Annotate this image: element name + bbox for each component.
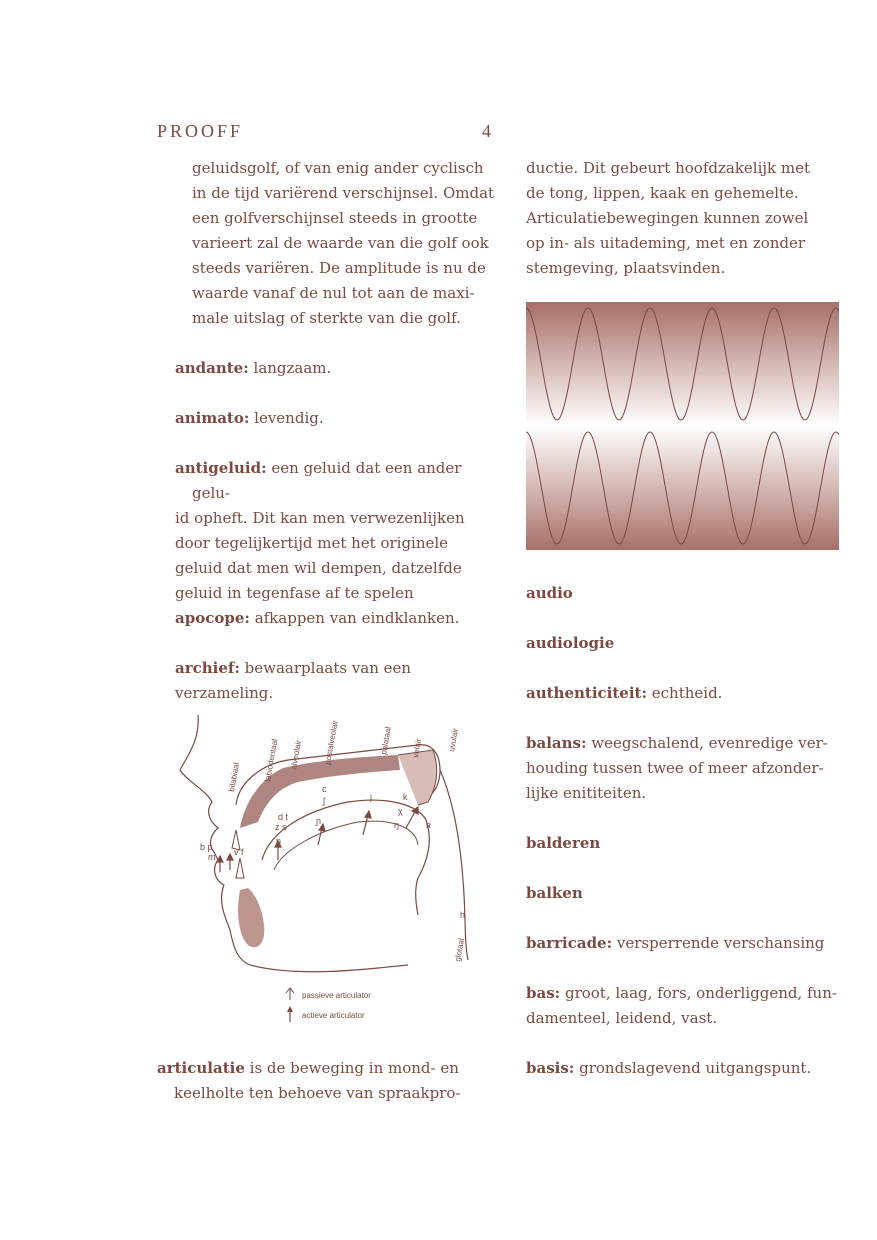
- entry-definition: id opheft. Dit kan men verwezenlijken: [175, 509, 465, 527]
- sound-symbol: c: [322, 784, 327, 794]
- sound-symbol: χ: [398, 806, 403, 816]
- entry-definition: versperrende verschansing: [612, 934, 825, 952]
- entry-definition: verzameling.: [175, 684, 274, 702]
- entry-definition: afkappen van eindklanken.: [249, 609, 460, 627]
- entry-bas: [526, 981, 846, 1031]
- place-label: alveolair: [289, 739, 304, 771]
- entry-definition: keelholte ten behoeve van spraakpro-: [174, 1084, 461, 1102]
- entry-archief: [175, 656, 495, 706]
- entry-term: basis:: [526, 1059, 575, 1077]
- entry-definition: groot, laag, fors, onderliggend, fun-: [560, 984, 837, 1002]
- entry-term: balans:: [526, 734, 587, 752]
- sound-symbol: b p: [200, 842, 213, 852]
- sound-symbol: n: [276, 836, 282, 846]
- entry-definition: echtheid.: [647, 684, 723, 702]
- articulation-diagram: [178, 710, 478, 1030]
- text-line: geluidsgolf, of van enig ander cyclisch: [192, 159, 484, 177]
- right-column: [526, 156, 841, 281]
- entry-balken: [526, 881, 846, 906]
- text-line: op in- als uitademing, met en zonder: [526, 234, 806, 252]
- text-line: varieert zal de waarde van die golf ook: [192, 234, 489, 252]
- place-label: velair: [411, 737, 424, 759]
- entry-definition: lijke enititeiten.: [526, 784, 647, 802]
- place-label: labiodentaal: [263, 738, 280, 783]
- right-entries: [526, 581, 846, 1081]
- entry-term: balken: [526, 884, 583, 902]
- text-line: stemgeving, plaatsvinden.: [526, 259, 726, 277]
- entry-audiologie: [526, 631, 846, 656]
- sound-symbol: h: [460, 910, 466, 920]
- continuation-text: [175, 156, 495, 331]
- lower-lip-shade: [238, 888, 264, 947]
- entry-definition: grondslagevend uitgangspunt.: [574, 1059, 812, 1077]
- text-line: Articulatiebewegingen kunnen zowel: [526, 209, 809, 227]
- entry-audio: [526, 581, 846, 606]
- entry-authenticiteit: [526, 681, 846, 706]
- entry-balans: [526, 731, 846, 806]
- entry-balderen: [526, 831, 846, 856]
- entry-definition: een geluid dat een ander gelu-: [192, 459, 462, 502]
- entry-term: archief:: [175, 659, 240, 677]
- entry-term: articulatie: [157, 1059, 245, 1077]
- entry-term: apocope:: [175, 609, 250, 627]
- entry-definition: langzaam.: [248, 359, 332, 377]
- entry-term: animato:: [175, 409, 250, 427]
- text-line: ductie. Dit gebeurt hoofdzakelijk met: [526, 159, 811, 177]
- left-column: [175, 156, 495, 706]
- page-number: 4: [482, 121, 491, 141]
- entry-term: balderen: [526, 834, 601, 852]
- continuation-text: [526, 156, 841, 281]
- entry-basis: [526, 1056, 846, 1081]
- entry-definition: bewaarplaats van een: [239, 659, 412, 677]
- sound-symbol: ɲ: [316, 816, 322, 826]
- place-label: glotaal: [453, 937, 467, 963]
- entry-articulatie: [157, 1056, 487, 1106]
- sine-wave-illustration: [526, 302, 839, 550]
- sound-symbol: k: [403, 792, 408, 802]
- entry-term: audio: [526, 584, 573, 602]
- entry-term: andante:: [175, 359, 249, 377]
- diagram-legend: [286, 988, 371, 1022]
- entry-definition: geluid in tegenfase af te spelen: [175, 584, 414, 602]
- page-header: [157, 121, 497, 143]
- text-line: een golfverschijnsel steeds in grootte: [192, 209, 478, 227]
- legend-passive-label: passieve articulator: [302, 991, 371, 1000]
- place-label: postalveolair: [323, 719, 340, 766]
- place-label: bilabiaal: [227, 761, 242, 793]
- text-line: de tong, lippen, kaak en gehemelte.: [526, 184, 799, 202]
- entry-antigeluid: [175, 456, 495, 606]
- entry-definition: is de beweging in mond- en: [244, 1059, 459, 1077]
- entry-definition: damenteel, leidend, vast.: [526, 1009, 718, 1027]
- entry-term: audiologie: [526, 634, 615, 652]
- sound-symbol: m: [208, 852, 216, 862]
- sound-symbol: ŋ: [394, 820, 400, 830]
- sound-symbol: ʃ: [323, 796, 325, 806]
- entry-definition: houding tussen twee of meer afzonder-: [526, 759, 824, 777]
- sound-symbol: d t: [278, 812, 289, 822]
- entry-term: barricade:: [526, 934, 613, 952]
- place-label: uvulair: [447, 727, 461, 753]
- sound-symbol: j: [370, 792, 372, 802]
- text-line: steeds variëren. De amplitude is nu de: [192, 259, 486, 277]
- entry-animato: [175, 406, 495, 431]
- entry-definition: weegschalend, evenredige ver-: [586, 734, 828, 752]
- entry-definition: geluid dat men wil dempen, datzelfde: [175, 559, 462, 577]
- entry-definition: levendig.: [249, 409, 324, 427]
- entry-definition: door tegelijkertijd met het originele: [175, 534, 449, 552]
- brand-title: PROOFF: [157, 121, 244, 141]
- entry-andante: [175, 356, 495, 381]
- entry-barricade: [526, 931, 846, 956]
- text-line: male uitslag of sterkte van die golf.: [192, 309, 461, 327]
- place-label: palataal: [379, 726, 393, 756]
- entry-term: antigeluid:: [175, 459, 267, 477]
- legend-active-label: actieve articulator: [302, 1011, 365, 1020]
- sound-symbol: v f: [234, 847, 244, 857]
- entry-term: authenticiteit:: [526, 684, 648, 702]
- sound-symbol: ʀ: [426, 820, 431, 830]
- entry-term: bas:: [526, 984, 561, 1002]
- text-line: in de tijd variërend verschijnsel. Omdat: [192, 184, 495, 202]
- text-line: waarde vanaf de nul tot aan de maxi-: [192, 284, 475, 302]
- entry-apocope: [175, 606, 495, 631]
- sound-symbol: z s: [275, 822, 287, 832]
